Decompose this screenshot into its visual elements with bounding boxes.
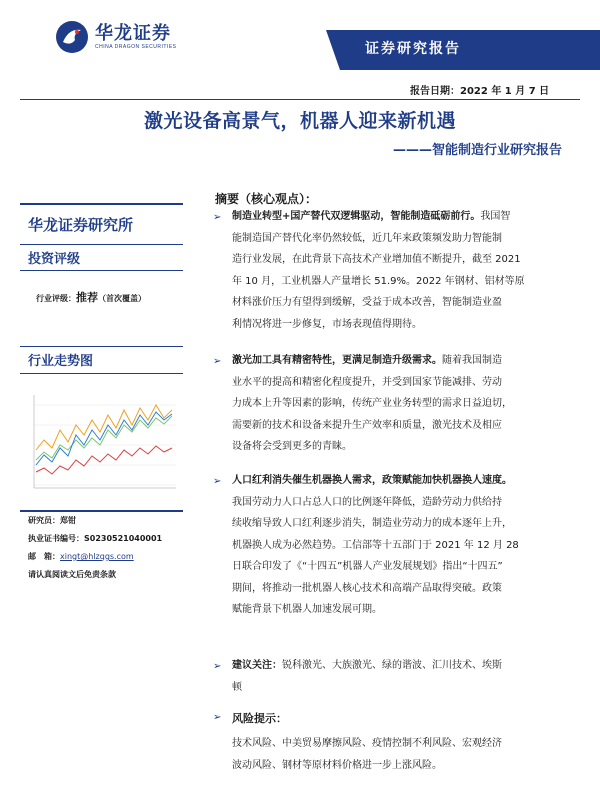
summary-point-1 (232, 206, 560, 335)
industry-rating (36, 289, 146, 305)
analyst-line (28, 515, 76, 526)
report-type-label: 证券研究报告 (365, 41, 461, 57)
email-line (28, 551, 134, 562)
cert-line (28, 533, 162, 544)
cert-number: S0230521040001 (84, 534, 163, 543)
company-logo (55, 20, 177, 54)
point-text: 利情况将进一步修复，市场表现值得期待。 (232, 318, 422, 330)
banner-decoration (326, 30, 340, 70)
point-text: 业水平的提高和精密化程度提升，并受到国家节能减排、劳动 (232, 376, 502, 388)
bullet-arrow-icon: ➢ (213, 356, 222, 367)
point-text: 年 10 月，工业机器人产量增长 51.9%。2022 年钢材、铝材等原 (232, 275, 525, 287)
sidebar-divider (20, 346, 183, 347)
point-text: 日联合印发了《“十四五”机器人产业发展规划》指出“十四五” (232, 561, 503, 572)
point-text: 赋能背景下机器人加速发展可期。 (232, 604, 382, 615)
institute-name: 华龙证券研究所 (28, 216, 134, 234)
point-text: 我国智 (480, 211, 511, 222)
rating-value: 推荐 (76, 291, 98, 304)
rating-note: （首次覆盖） (98, 294, 146, 303)
point-lead: 人口红利消失催生机器换人需求，政策赋能加快机器换人速度。 (232, 475, 512, 486)
sidebar-divider (20, 510, 183, 512)
sidebar-divider (20, 270, 183, 271)
suggest-text: 锐科激光、大族激光、绿的谐波、汇川技术、埃斯 (282, 660, 502, 671)
cert-label: 执业证书编号： (28, 534, 84, 543)
point-text: 期间，将推动一批机器人核心技术和高端产品取得突破。政策 (232, 582, 502, 594)
suggest-label: 建议关注： (232, 660, 282, 671)
summary-point-3 (232, 470, 560, 621)
disclaimer-note: 请认真阅读文后免责条款 (28, 570, 116, 579)
industry-trend-chart (26, 390, 178, 498)
dragon-logo-icon (55, 20, 89, 54)
sidebar-divider (20, 373, 183, 374)
risk-heading: 风险提示： (232, 712, 287, 725)
point-text: 造行业发展，在此背景下高技术产业增加值不断提升，截至 2021 (232, 254, 521, 265)
report-title: 激光设备高景气，机器人迎来新机遇 (143, 110, 456, 132)
risk-text: 技术风险、中美贸易摩擦风险、疫情控制不利风险、宏观经济 (232, 738, 502, 749)
header-divider (20, 99, 580, 100)
suggest-text: 顿 (232, 681, 242, 693)
risk-text: 波动风险、钢材等原材料价格进一步上涨风险。 (232, 759, 442, 771)
point-text: 随着我国制造 (442, 355, 502, 366)
summary-point-2 (232, 350, 560, 458)
point-text: 材料涨价压力有望得到缓解，受益于成本改善，智能制造业盈 (232, 297, 502, 308)
point-text: 续收缩导致人口红利逐步消失，制造业劳动力的成本逐年上升， (232, 518, 512, 529)
bullet-arrow-icon: ➢ (213, 212, 222, 223)
rating-label: 行业评级： (36, 294, 76, 303)
analyst-name: 郑钳 (60, 516, 76, 525)
point-text: 机器换人成为必然趋势。工信部等十五部门于 2021 年 12 月 28 (232, 539, 519, 551)
point-text: 力成本上升等因素的影响，传统产业业务转型的需求日益迫切， (232, 398, 512, 409)
point-text: 我国劳动力人口占总人口的比例逐年降低，造龄劳动力供给持 (232, 496, 502, 508)
sidebar-divider (20, 203, 183, 205)
point-text: 需要新的技术和设备来提升生产效率和质量，激光技术及相应 (232, 419, 502, 431)
trend-heading: 行业走势图 (28, 354, 94, 369)
point-lead: 制造业转型+国产替代双逻辑驱动，智能制造砥砺前行。 (232, 211, 481, 222)
sidebar-divider (20, 244, 183, 245)
logo-chinese-name: 华龙证券 (95, 23, 171, 44)
bullet-arrow-icon: ➢ (213, 476, 222, 487)
email-label: 邮 箱： (28, 552, 60, 561)
bullet-arrow-icon: ➢ (213, 661, 222, 672)
point-text: 能制造国产替代化率仍然较低，近几年来政策频发助力智能制 (232, 232, 502, 244)
report-subtitle: ———智能制造行业研究报告 (392, 143, 562, 158)
logo-english-name: CHINA DRAGON SECURITIES (95, 44, 177, 50)
report-date: 报告日期：2022 年 1 月 7 日 (410, 86, 550, 97)
point-lead: 激光加工具有精密特性，更满足制造升级需求。 (232, 355, 442, 366)
rating-heading: 投资评级 (28, 252, 81, 267)
risk-block (232, 733, 560, 776)
analyst-label: 研究员： (28, 516, 60, 525)
suggestion-block (232, 655, 560, 698)
bullet-arrow-icon: ➢ (213, 712, 222, 723)
point-text: 设备将会受到更多的青睐。 (232, 441, 352, 452)
summary-heading: 摘要（核心观点）： (215, 192, 318, 206)
email-link[interactable]: xingt@hlzqgs.com (60, 552, 134, 561)
